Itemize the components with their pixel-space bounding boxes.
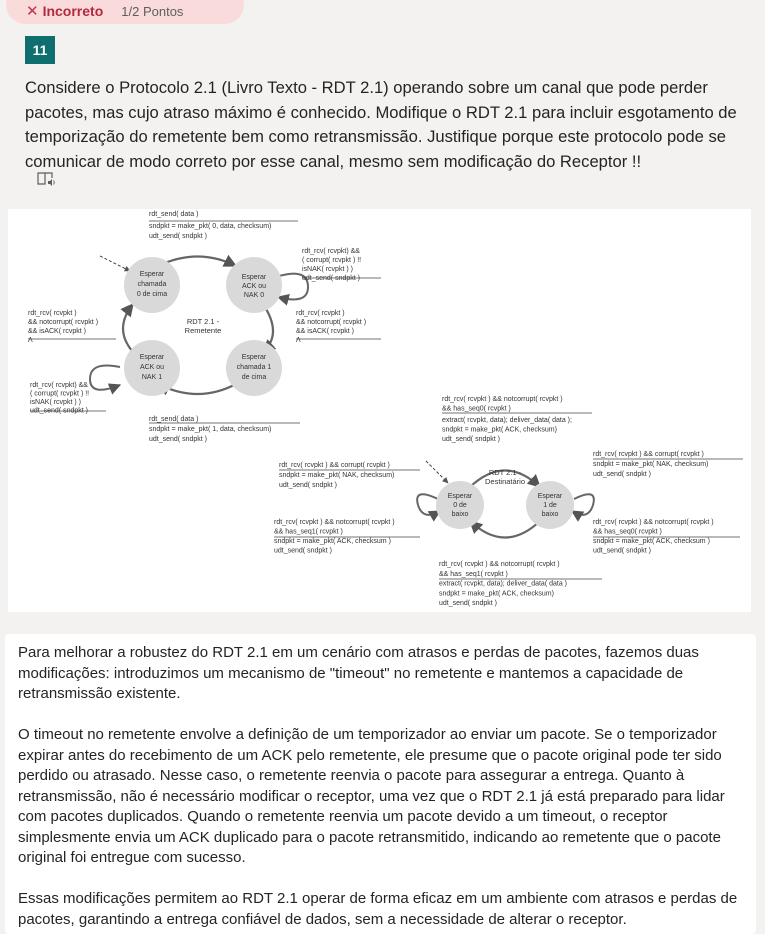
receiver-transition-label: rdt_rcv( rcvpkt ) && corrupt( rcvpkt ) sndpkt = make_pkt( NAK, checksum) udt_send( sndpkt ) — [593, 451, 709, 478]
sender-state-label: Esperar ACK ou NAK 0 — [241, 274, 267, 299]
answer-paragraph: Para melhorar a robustez do RDT 2.1 em um cenário com atrasos e perdas de pacotes, fazemos duas modificações: introduzimos um mecanismo de "timeout" no remetente e mantemos a capacidade de retransmissão existente. — [18, 644, 699, 702]
receiver-transition-label: rdt_rcv( rcvpkt ) && corrupt( rcvpkt ) sndpkt = make_pkt( NAK, checksum) udt_send( sndpkt ) — [279, 462, 395, 489]
receiver-transition-label: rdt_rcv( rcvpkt ) && notcorrupt( rcvpkt ) && has_seq1( rcvpkt ) sndpkt = make_pkt( ACK, checksum ) udt_send( sndpkt ) — [274, 519, 395, 555]
result-label: Incorreto — [42, 3, 104, 19]
sender-center-label: RDT 2.1 -Remetente — [184, 317, 222, 335]
rdt21-fsm-figure — [8, 209, 751, 612]
receiver-state-label: Esperar 1 de baixo — [537, 493, 563, 518]
receiver-transition-label: rdt_rcv( rcvpkt ) && notcorrupt( rcvpkt ) && has_seq0( rcvpkt ) sndpkt = make_pkt( ACK, checksum ) udt_send( sndpkt ) — [593, 519, 714, 555]
receiver-fsm — [274, 396, 743, 607]
sender-transition-label: rdt_rcv( rcvpkt ) && notcorrupt( rcvpkt ) && isACK( rcvpkt ) Λ — [28, 310, 99, 344]
sender-state-label: Esperar ACK ou NAK 1 — [139, 354, 165, 381]
points-label: 1/2 Pontos — [121, 4, 184, 19]
sender-transition-label: rdt_rcv( rcvpkt) && ( corrupt( rcvpkt ) !! isNAK( rcvpkt ) ) udt_send( sndpkt ) — [30, 382, 90, 415]
sender-transition-label: rdt_send( data ) sndpkt = make_pkt( 0, data, checksum) udt_send( sndpkt ) — [149, 211, 272, 240]
question-text: Considere o Protocolo 2.1 (Livro Texto - RDT 2.1) operando sobre um canal que pode perder pacotes, mas cujo atraso máximo é conhecido. Modifique o RDT 2.1 para incluir esgotamento de temporização do remetente bem como retransmissão. Justifique porque este protocolo pode se comunicar de modo correto por esse canal, mesmo sem modificação do Receptor !! — [25, 78, 737, 171]
sender-state-label: Esperar chamada 0 de cima — [136, 271, 168, 298]
answer-paragraph: O timeout no remetente envolve a definição de um temporizador ao enviar um pacote. Se o temporizador expirar antes do recebimento de um ACK pelo remetente, ele presume que o pacote original pode ter sido perdido ou atrasado. Nesse caso, o remetente reenvia o pacote para assegurar a entrega. Quanto à retransmissão, não é necessário modificar o receptor, uma vez que o RDT 2.1 já está preparado para lidar com pacotes duplicados. Quando o remetente reenvia um pacote devido a um timeout, o receptor simplesmente envia um ACK duplicado para o pacote retransmitido, indicando ao remetente que o pacote original foi entregue com sucesso. — [18, 726, 725, 866]
answer-paragraph: Essas modificações permitem ao RDT 2.1 operar de forma eficaz em um ambiente com atrasos e perdas de pacotes, garantindo a entrega confiável de dados, sem a necessidade de alterar o receptor. — [18, 890, 738, 928]
sender-fsm — [28, 211, 381, 443]
close-icon: ✕ — [26, 3, 39, 20]
result-status-badge — [6, 0, 244, 24]
receiver-center-label: RDT 2.1 -Destinatário — [484, 468, 526, 486]
sender-transition-label: rdt_send( data ) sndpkt = make_pkt( 1, data, checksum) udt_send( sndpkt ) — [149, 416, 272, 443]
receiver-state-label: Esperar 0 de baixo — [447, 493, 473, 518]
sender-transition-label: rdt_rcv( rcvpkt ) && notcorrupt( rcvpkt ) && isACK( rcvpkt ) Λ — [296, 310, 367, 344]
receiver-transition-label: rdt_rcv( rcvpkt ) && notcorrupt( rcvpkt ) && has_seq0( rcvpkt ) extract( rcvpkt, data); deliver_data( data ); sndpkt = make_pkt( ACK, checksum) udt_send( sndpkt ) — [442, 396, 572, 443]
receiver-transition-label: rdt_rcv( rcvpkt ) && notcorrupt( rcvpkt ) && has_seq1( rcvpkt ) extract( rcvpkt, data); deliver_data( data ) sndpkt = make_pkt( ACK, checksum) udt_send( sndpkt ) — [439, 561, 567, 608]
question-number: 11 — [25, 36, 55, 64]
sender-state-label: Esperar chamada 1 de cima — [236, 354, 272, 381]
sender-transition-label: rdt_rcv( rcvpkt) && ( corrupt( rcvpkt ) !! isNAK( rcvpkt ) ) udt_send( sndpkt ) — [302, 248, 362, 282]
immersive-reader-icon[interactable] — [36, 170, 56, 188]
answer-panel — [5, 634, 756, 934]
